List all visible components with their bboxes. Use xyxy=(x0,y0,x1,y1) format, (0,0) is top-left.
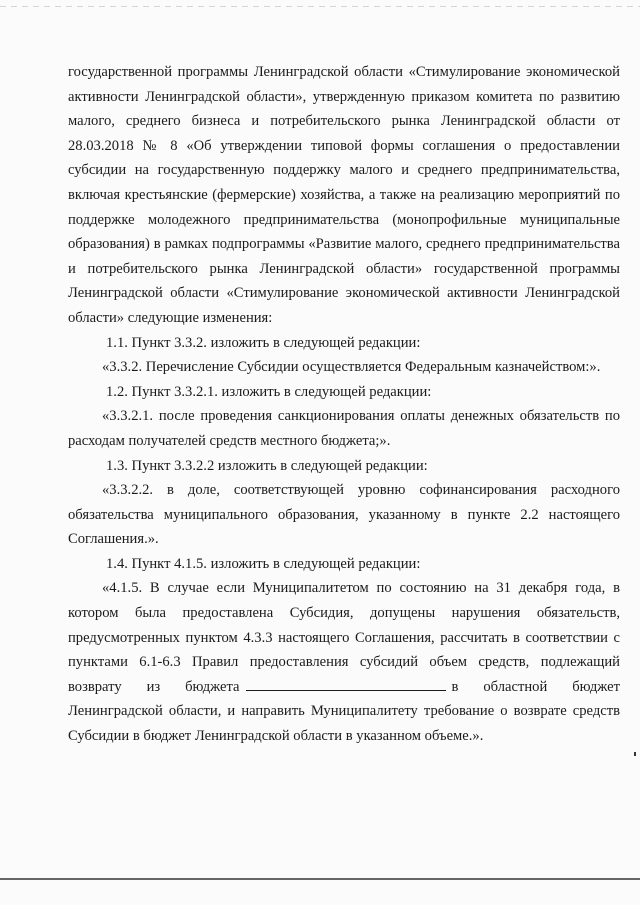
item-1-4: 1.4. Пункт 4.1.5. изложить в следующей редакции: xyxy=(106,555,421,572)
quote-1-4-part2: в областной бюджет Ленинградской области, и направить Муниципалитету требование о возврате средств Субсидии в бюджет Ленинградской области в указанном объеме.». xyxy=(68,678,620,745)
quote-1-4-part1: «4.1.5. В случае если Муниципалитетом по состоянию на 31 декабря года, в котором была предоставлена Субсидия, допущены нарушения обязательств, предусмотренных пунктом 4.3.3 настоящего Соглашения, рассчитать в соответствии с пунктами 6.1-6.3 Правил предоставления субсидий объем средств, подлежащий возврату из бюджета xyxy=(68,580,620,695)
margin-mark xyxy=(634,752,636,756)
scan-edge-top xyxy=(0,6,640,7)
quote-1-4 xyxy=(68,576,620,748)
quote-1-1: «3.3.2. Перечисление Субсидии осуществляется Федеральным казначейством:». xyxy=(102,359,601,376)
paragraph-intro: государственной программы Ленинградской области «Стимулирование экономической активности Ленинградской области», утвержденную приказом комитета по развитию малого, среднего бизнеса и потребительского рынка Ленинградской области от 28.03.2018 № 8 «Об утверждении типовой формы соглашения о предоставлении субсидии на государственную поддержку малого и среднего предпринимательства, включая крестьянские (фермерские) хозяйства, а также на реализацию мероприятий по поддержке молодежного предпринимательства (монопрофильные муниципальные образования) в рамках подпрограммы «Развитие малого, среднего предпринимательства и потребительского рынка Ленинградской области» государственной программы Ленинградской области «Стимулирование экономической активности Ленинградской области» следующие изменения: xyxy=(68,64,620,326)
item-1-3: 1.3. Пункт 3.3.2.2 изложить в следующей редакции: xyxy=(106,457,428,474)
quote-1-3: «3.3.2.2. в доле, соответствующей уровню софинансирования расходного обязательства муниципального образования, указанному в пункте 2.2 настоящего Соглашения.». xyxy=(68,482,620,548)
item-1-1: 1.1. Пункт 3.3.2. изложить в следующей редакции: xyxy=(106,334,421,351)
blank-underline-field xyxy=(246,676,446,691)
item-1-2: 1.2. Пункт 3.3.2.1. изложить в следующей редакции: xyxy=(106,383,432,400)
scan-edge-bottom xyxy=(0,878,640,880)
document-body xyxy=(68,60,620,749)
quote-1-2: «3.3.2.1. после проведения санкционирования оплаты денежных обязательств по расходам получателей средств местного бюджета;». xyxy=(68,408,620,449)
